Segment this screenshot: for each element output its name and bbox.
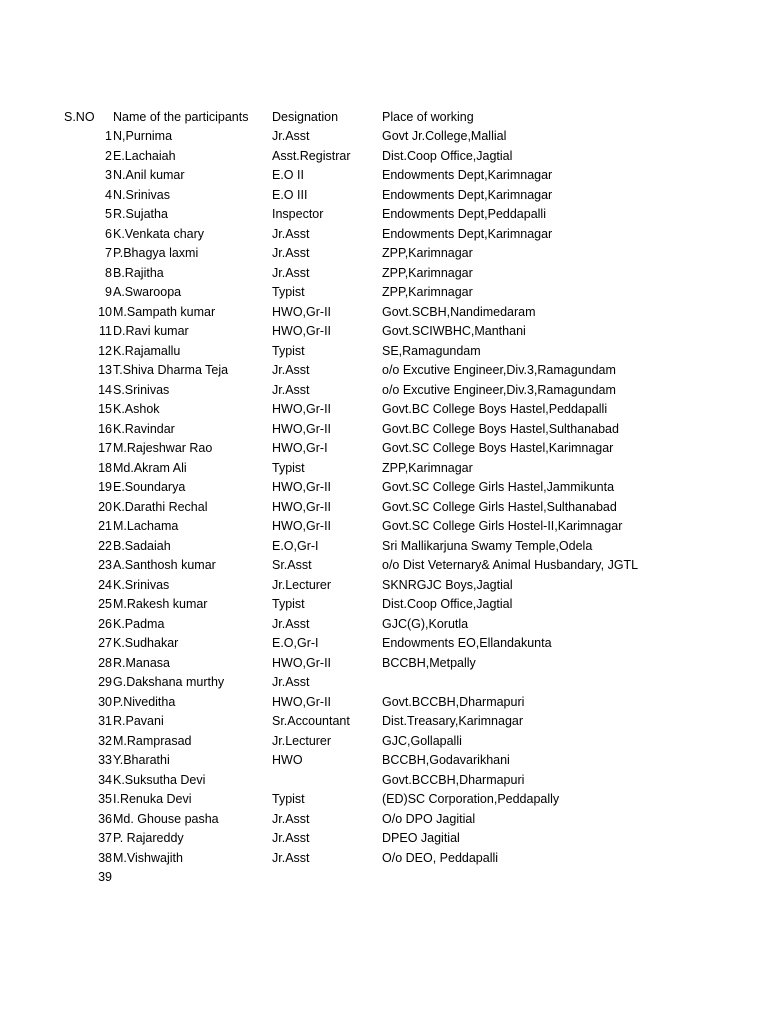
- row-sno: 2: [105, 148, 112, 163]
- row-sno: 31: [98, 714, 112, 728]
- row-place: BCCBH,Godavarikhani: [382, 753, 510, 767]
- row-name: M.Rajeshwar Rao: [113, 441, 213, 455]
- row-name: K.Ravindar: [113, 421, 175, 436]
- table-row: [0, 634, 768, 653]
- row-place: Govt.BC College Boys Hastel,Sulthanabad: [382, 421, 619, 436]
- row-designation: HWO,Gr-II: [272, 499, 332, 514]
- row-sno: 39: [98, 870, 112, 884]
- row-place: SKNRGJC Boys,Jagtial: [382, 577, 513, 592]
- row-designation: Jr.Asst: [272, 616, 310, 631]
- row-sno: 24: [98, 577, 112, 592]
- table-row: [0, 420, 768, 439]
- row-designation: HWO,Gr-II: [272, 519, 332, 533]
- row-name: S.Srinivas: [113, 382, 170, 397]
- table-row: [0, 205, 768, 224]
- row-designation: Typist: [272, 285, 305, 299]
- table-row: [0, 478, 768, 497]
- table-row: [0, 693, 768, 712]
- row-name: N.Anil kumar: [113, 168, 185, 182]
- row-designation: Sr.Asst: [272, 558, 312, 572]
- row-sno: 36: [98, 811, 112, 826]
- row-name: M.Lachama: [113, 519, 179, 533]
- row-place: Govt.SC College Girls Hostel-II,Karimnagar: [382, 519, 623, 533]
- row-place: Endowments Dept,Karimnagar: [382, 168, 553, 182]
- row-sno: 26: [98, 616, 112, 631]
- row-sno: 15: [98, 402, 112, 416]
- row-designation: Typist: [272, 460, 305, 475]
- row-sno: 23: [98, 558, 112, 572]
- row-sno: 38: [98, 850, 112, 865]
- row-sno: 17: [98, 441, 112, 455]
- table-row: [0, 810, 768, 829]
- row-designation: HWO,Gr-II: [272, 480, 332, 494]
- table-row: [0, 498, 768, 517]
- header-name: Name of the participants: [113, 110, 249, 124]
- table-row: [0, 771, 768, 790]
- row-name: K.Ashok: [113, 402, 160, 416]
- table-row: [0, 186, 768, 205]
- table-row: [0, 127, 768, 146]
- row-name: K.Venkata chary: [113, 226, 205, 241]
- row-designation: HWO,Gr-II: [272, 694, 332, 709]
- table-row: [0, 556, 768, 575]
- table-row: [0, 264, 768, 283]
- table-row: [0, 576, 768, 595]
- row-name: P.Bhagya laxmi: [113, 246, 199, 260]
- table-row: [0, 849, 768, 868]
- table-row: [0, 166, 768, 185]
- row-place: o/o Dist Veternary& Animal Husbandary, JGTL: [382, 558, 639, 572]
- row-designation: HWO,Gr-II: [272, 324, 332, 338]
- row-place: GJC,Gollapalli: [382, 733, 462, 748]
- row-place: Govt.SCIWBHC,Manthani: [382, 324, 526, 338]
- row-sno: 32: [98, 733, 112, 748]
- row-designation: Jr.Lecturer: [272, 733, 332, 748]
- row-name: M.Rakesh kumar: [113, 597, 208, 611]
- row-designation: Jr.Asst: [272, 363, 310, 377]
- row-sno: 12: [98, 343, 112, 358]
- table-row: [0, 244, 768, 263]
- table-row: [0, 654, 768, 673]
- row-place: Govt Jr.College,Mallial: [382, 129, 507, 143]
- row-sno: 10: [98, 304, 112, 319]
- row-name: Y.Bharathi: [113, 753, 170, 767]
- row-name: M.Sampath kumar: [113, 304, 216, 319]
- row-sno: 5: [105, 207, 112, 221]
- row-name: B.Rajitha: [113, 265, 164, 280]
- table-row: [0, 868, 768, 887]
- row-designation: Jr.Asst: [272, 675, 310, 689]
- row-name: K.Rajamallu: [113, 343, 181, 358]
- row-designation: E.O III: [272, 187, 308, 202]
- table-row: [0, 361, 768, 380]
- row-designation: Jr.Asst: [272, 226, 310, 241]
- row-name: D.Ravi kumar: [113, 324, 189, 338]
- row-name: A.Swaroopa: [113, 285, 182, 299]
- row-place: Govt.BC College Boys Hastel,Peddapalli: [382, 402, 608, 416]
- row-sno: 16: [98, 421, 112, 436]
- table-row: [0, 459, 768, 478]
- table-row: [0, 400, 768, 419]
- row-sno: 29: [98, 675, 112, 689]
- row-place: ZPP,Karimnagar: [382, 265, 473, 280]
- table-row: [0, 829, 768, 848]
- row-name: A.Santhosh kumar: [113, 558, 216, 572]
- row-name: K.Suksutha Devi: [113, 772, 206, 787]
- row-designation: Jr.Asst: [272, 382, 310, 397]
- header-sno: S.NO: [64, 110, 95, 124]
- table-row: [0, 751, 768, 770]
- table-row: [0, 517, 768, 536]
- row-name: N,Purnima: [113, 129, 173, 143]
- table-row: [0, 439, 768, 458]
- row-name: E.Lachaiah: [113, 148, 176, 163]
- header-place: Place of working: [382, 110, 474, 124]
- table-row: [0, 225, 768, 244]
- row-sno: 35: [98, 792, 112, 806]
- row-designation: E.O,Gr-I: [272, 636, 319, 650]
- row-place: Dist.Treasary,Karimnagar: [382, 714, 524, 728]
- row-name: K.Srinivas: [113, 577, 170, 592]
- row-sno: 3: [105, 168, 112, 182]
- row-sno: 4: [105, 187, 112, 202]
- row-name: T.Shiva Dharma Teja: [113, 363, 229, 377]
- row-sno: 14: [98, 382, 112, 397]
- table-row: [0, 712, 768, 731]
- row-designation: HWO: [272, 753, 303, 767]
- row-designation: Jr.Lecturer: [272, 577, 332, 592]
- row-sno: 19: [98, 480, 112, 494]
- table-row: [0, 595, 768, 614]
- table-row: [0, 615, 768, 634]
- row-name: P. Rajareddy: [113, 831, 184, 845]
- table-row: [0, 283, 768, 302]
- row-place: o/o Excutive Engineer,Div.3,Ramagundam: [382, 363, 616, 377]
- row-name: P.Niveditha: [113, 694, 176, 709]
- row-sno: 11: [99, 324, 112, 338]
- row-name: B.Sadaiah: [113, 538, 171, 553]
- row-designation: HWO,Gr-II: [272, 402, 332, 416]
- row-place: ZPP,Karimnagar: [382, 460, 473, 475]
- row-name: G.Dakshana murthy: [113, 675, 225, 689]
- row-designation: HWO,Gr-II: [272, 655, 332, 670]
- row-designation: Jr.Asst: [272, 811, 310, 826]
- row-designation: Typist: [272, 343, 305, 358]
- row-sno: 8: [105, 265, 112, 280]
- row-sno: 21: [98, 519, 112, 533]
- row-place: Dist.Coop Office,Jagtial: [382, 148, 513, 163]
- row-designation: Jr.Asst: [272, 831, 310, 845]
- row-sno: 7: [105, 246, 112, 260]
- row-sno: 37: [98, 831, 112, 845]
- row-name: E.Soundarya: [113, 480, 186, 494]
- row-designation: Jr.Asst: [272, 246, 310, 260]
- row-name: R.Pavani: [113, 714, 164, 728]
- row-name: I.Renuka Devi: [113, 792, 192, 806]
- row-place: DPEO Jagitial: [382, 831, 460, 845]
- row-place: Govt.BCCBH,Dharmapuri: [382, 772, 525, 787]
- row-place: Endowments EO,Ellandakunta: [382, 636, 552, 650]
- row-sno: 1: [105, 129, 112, 143]
- row-designation: E.O,Gr-I: [272, 538, 319, 553]
- row-place: BCCBH,Metpally: [382, 655, 476, 670]
- row-sno: 34: [98, 772, 112, 787]
- row-place: O/o DEO, Peddapalli: [382, 850, 499, 865]
- row-sno: 13: [98, 363, 112, 377]
- row-name: M.Ramprasad: [113, 733, 192, 748]
- row-place: Govt.SC College Girls Hastel,Sulthanabad: [382, 499, 617, 514]
- row-place: Govt.SC College Girls Hastel,Jammikunta: [382, 480, 615, 494]
- row-name: Md.Akram Ali: [113, 460, 187, 475]
- table-row: [0, 790, 768, 809]
- row-place: Govt.BCCBH,Dharmapuri: [382, 694, 525, 709]
- header-row: [0, 108, 768, 127]
- row-place: Govt.SCBH,Nandimedaram: [382, 304, 536, 319]
- row-sno: 28: [98, 655, 112, 670]
- row-designation: Jr.Asst: [272, 265, 310, 280]
- row-designation: E.O II: [272, 168, 304, 182]
- table-row: [0, 673, 768, 692]
- row-name: M.Vishwajith: [113, 850, 183, 865]
- row-name: R.Sujatha: [113, 207, 168, 221]
- row-designation: HWO,Gr-II: [272, 304, 332, 319]
- row-place: Endowments Dept,Peddapalli: [382, 207, 546, 221]
- row-sno: 22: [98, 538, 112, 553]
- row-place: (ED)SC Corporation,Peddapally: [382, 792, 560, 806]
- row-name: K.Padma: [113, 616, 165, 631]
- row-place: Endowments Dept,Karimnagar: [382, 226, 553, 241]
- row-designation: Typist: [272, 597, 305, 611]
- row-sno: 18: [98, 460, 112, 475]
- row-designation: Typist: [272, 792, 305, 806]
- row-designation: Sr.Accountant: [272, 714, 350, 728]
- row-place: ZPP,Karimnagar: [382, 246, 473, 260]
- table-row: [0, 732, 768, 751]
- row-place: ZPP,Karimnagar: [382, 285, 473, 299]
- row-name: N.Srinivas: [113, 187, 170, 202]
- row-name: K.Darathi Rechal: [113, 499, 208, 514]
- row-designation: HWO,Gr-I: [272, 441, 328, 455]
- row-name: K.Sudhakar: [113, 636, 179, 650]
- header-designation: Designation: [272, 110, 339, 124]
- row-designation: Inspector: [272, 207, 324, 221]
- row-sno: 30: [98, 694, 112, 709]
- row-designation: Jr.Asst: [272, 129, 310, 143]
- row-place: SE,Ramagundam: [382, 343, 481, 358]
- row-sno: 25: [98, 597, 112, 611]
- row-name: R.Manasa: [113, 655, 170, 670]
- row-sno: 6: [105, 226, 112, 241]
- row-designation: HWO,Gr-II: [272, 421, 332, 436]
- row-place: o/o Excutive Engineer,Div.3,Ramagundam: [382, 382, 616, 397]
- table-row: [0, 342, 768, 361]
- row-name: Md. Ghouse pasha: [113, 811, 219, 826]
- row-sno: 27: [98, 636, 112, 650]
- table-row: [0, 381, 768, 400]
- row-place: Sri Mallikarjuna Swamy Temple,Odela: [382, 538, 593, 553]
- table-row: [0, 537, 768, 556]
- row-place: Endowments Dept,Karimnagar: [382, 187, 553, 202]
- row-sno: 33: [98, 753, 112, 767]
- row-designation: Asst.Registrar: [272, 148, 351, 163]
- table-row: [0, 147, 768, 166]
- row-designation: Jr.Asst: [272, 850, 310, 865]
- table-row: [0, 322, 768, 341]
- row-place: GJC(G),Korutla: [382, 616, 469, 631]
- row-place: Dist.Coop Office,Jagtial: [382, 597, 513, 611]
- table-row: [0, 303, 768, 322]
- row-sno: 20: [98, 499, 112, 514]
- row-place: Govt.SC College Boys Hastel,Karimnagar: [382, 441, 614, 455]
- row-sno: 9: [105, 285, 112, 299]
- row-place: O/o DPO Jagitial: [382, 811, 476, 826]
